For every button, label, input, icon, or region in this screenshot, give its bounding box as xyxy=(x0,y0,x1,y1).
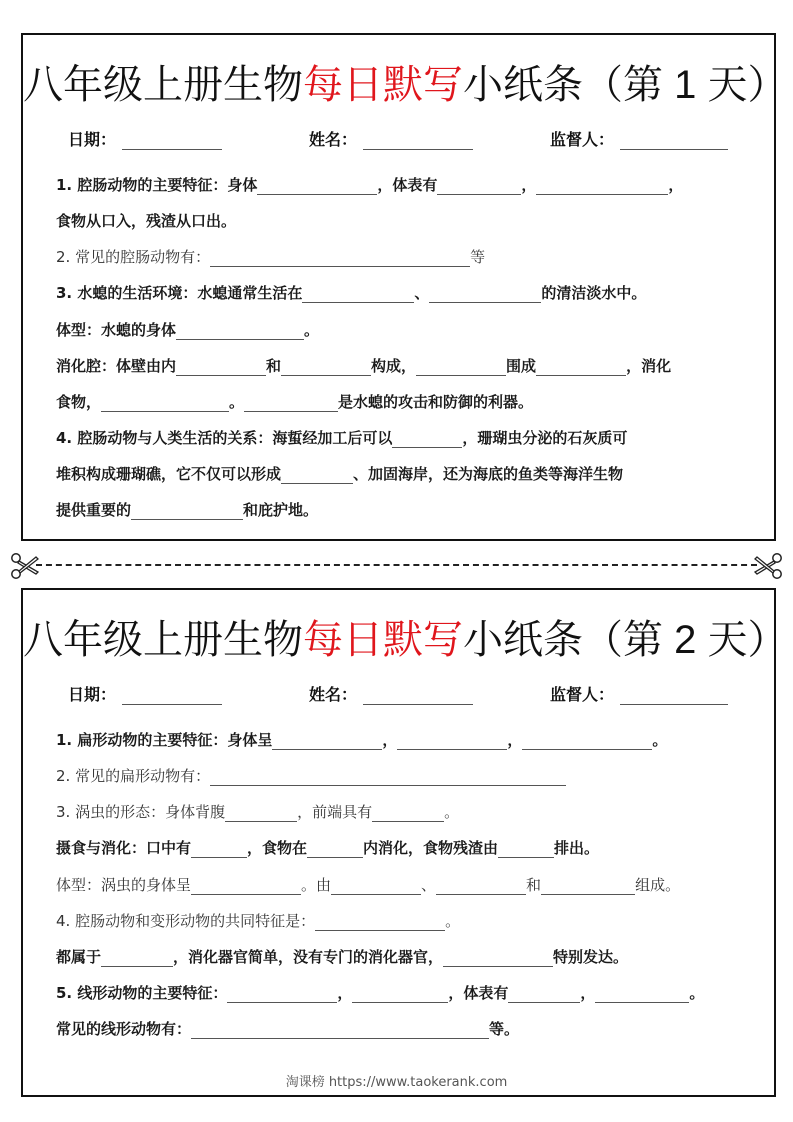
fill-in-blank[interactable] xyxy=(443,948,553,967)
fill-in-blank[interactable] xyxy=(272,731,382,750)
question-text: 消化腔：体壁由内 xyxy=(56,357,177,375)
question-text: 。由 xyxy=(301,876,332,894)
fill-in-blank[interactable] xyxy=(176,357,266,376)
question-text: 等。 xyxy=(489,1020,520,1038)
question-text: ， xyxy=(580,984,596,1002)
fill-in-blank[interactable] xyxy=(307,839,363,858)
question-text: 1. 腔肠动物的主要特征：身体 xyxy=(56,176,258,194)
question-text: 、 xyxy=(414,284,430,302)
title-highlight: 每日默写 xyxy=(303,63,463,107)
question-text: 提供重要的 xyxy=(56,501,132,519)
name-blank[interactable] xyxy=(363,131,473,150)
question-text: 。 xyxy=(304,321,320,339)
question-text: 食物从口入，残渣从口出。 xyxy=(56,212,237,230)
date-blank[interactable] xyxy=(122,131,222,150)
supervisor-blank[interactable] xyxy=(620,686,728,705)
question-line xyxy=(56,426,627,448)
question-text: 等 xyxy=(470,248,486,266)
question-line xyxy=(56,209,236,231)
fill-in-blank[interactable] xyxy=(372,803,444,822)
question-text: 3. 水螅的生活环境：水螅通常生活在 xyxy=(56,284,303,302)
question-line xyxy=(56,173,683,195)
question-text: 2. 常见的腔肠动物有： xyxy=(56,248,211,266)
fill-in-blank[interactable] xyxy=(595,984,689,1003)
name-field xyxy=(309,127,473,150)
name-label: 姓名： xyxy=(309,685,358,704)
question-line xyxy=(56,764,566,786)
meta-row xyxy=(23,682,774,706)
fill-in-blank[interactable] xyxy=(225,803,297,822)
question-text: 组成。 xyxy=(635,876,681,894)
title-prefix: 八年级上册生物 xyxy=(23,63,303,107)
date-field xyxy=(68,127,222,150)
question-text: 。 xyxy=(689,984,705,1002)
fill-in-blank[interactable] xyxy=(210,248,470,267)
fill-in-blank[interactable] xyxy=(315,912,445,931)
question-line xyxy=(56,981,704,1003)
fill-in-blank[interactable] xyxy=(210,767,566,786)
fill-in-blank[interactable] xyxy=(101,948,173,967)
supervisor-field xyxy=(550,682,728,705)
fill-in-blank[interactable] xyxy=(101,393,229,412)
title-suffix: 小纸条（第 2 天） xyxy=(463,618,788,662)
fill-in-blank[interactable] xyxy=(131,501,243,520)
question-text: 、加固海岸，还为海底的鱼类等海洋生物 xyxy=(353,465,624,483)
fill-in-blank[interactable] xyxy=(191,876,301,895)
fill-in-blank[interactable] xyxy=(331,876,421,895)
fill-in-blank[interactable] xyxy=(436,876,526,895)
cut-line xyxy=(0,550,793,580)
question-text: 特别发达。 xyxy=(553,948,629,966)
question-text: 构成， xyxy=(371,357,417,375)
supervisor-field xyxy=(550,127,728,150)
question-text: 。 xyxy=(652,731,668,749)
dictation-card-day-2 xyxy=(21,588,788,1097)
fill-in-blank[interactable] xyxy=(257,176,377,195)
question-line xyxy=(56,909,460,931)
question-text: 和庇护地。 xyxy=(243,501,319,519)
title-highlight: 每日默写 xyxy=(303,618,463,662)
question-text: 2. 常见的扁形动物有： xyxy=(56,767,211,785)
fill-in-blank[interactable] xyxy=(281,357,371,376)
question-text: ，体表有 xyxy=(377,176,438,194)
question-line xyxy=(56,498,318,520)
fill-in-blank[interactable] xyxy=(227,984,337,1003)
question-text: ，前端具有 xyxy=(297,803,373,821)
scissors-icon xyxy=(10,552,40,580)
date-blank[interactable] xyxy=(122,686,222,705)
fill-in-blank[interactable] xyxy=(281,465,353,484)
question-line xyxy=(56,462,623,484)
question-text: 4. 腔肠动物与人类生活的关系：海蜇经加工后可以 xyxy=(56,429,393,447)
dictation-card-day-1 xyxy=(21,33,788,541)
fill-in-blank[interactable] xyxy=(541,876,635,895)
name-blank[interactable] xyxy=(363,686,473,705)
question-line xyxy=(56,1017,519,1039)
card-title xyxy=(23,608,788,665)
date-field xyxy=(68,682,222,705)
question-text: 堆积构成珊瑚礁，它不仅可以形成 xyxy=(56,465,282,483)
question-text: ， xyxy=(521,176,537,194)
question-line xyxy=(56,800,459,822)
question-text: 。 xyxy=(445,912,461,930)
dashed-line xyxy=(36,564,757,566)
question-line xyxy=(56,318,319,340)
question-text: ， xyxy=(668,176,684,194)
question-text: 的清洁淡水中。 xyxy=(541,284,647,302)
question-line xyxy=(56,836,599,858)
fill-in-blank[interactable] xyxy=(397,731,507,750)
fill-in-blank[interactable] xyxy=(191,839,247,858)
question-text: ，食物在 xyxy=(247,839,308,857)
name-label: 姓名： xyxy=(309,130,358,149)
fill-in-blank[interactable] xyxy=(244,393,338,412)
fill-in-blank[interactable] xyxy=(176,321,304,340)
fill-in-blank[interactable] xyxy=(536,357,626,376)
question-text: 。 xyxy=(229,393,245,411)
fill-in-blank[interactable] xyxy=(416,357,506,376)
watermark: 淘课榜 https://www.taokerank.com xyxy=(285,1075,508,1090)
fill-in-blank[interactable] xyxy=(522,731,652,750)
fill-in-blank[interactable] xyxy=(508,984,580,1003)
question-line xyxy=(56,281,646,303)
question-text: 5. 线形动物的主要特征： xyxy=(56,984,228,1002)
question-text: 3. 涡虫的形态：身体背腹 xyxy=(56,803,226,821)
supervisor-blank[interactable] xyxy=(620,131,728,150)
card-title xyxy=(23,53,788,110)
question-text: 围成 xyxy=(506,357,537,375)
question-line xyxy=(56,354,671,376)
question-line xyxy=(56,390,533,412)
question-text: 是水螅的攻击和防御的利器。 xyxy=(338,393,534,411)
title-prefix: 八年级上册生物 xyxy=(23,618,303,662)
date-label: 日期： xyxy=(68,685,117,704)
fill-in-blank[interactable] xyxy=(352,984,448,1003)
question-text: ， xyxy=(382,731,398,749)
question-text: 体型：水螅的身体 xyxy=(56,321,177,339)
question-text: ，消化 xyxy=(626,357,672,375)
question-text: ，体表有 xyxy=(448,984,509,1002)
question-text: ， xyxy=(337,984,353,1002)
name-field xyxy=(309,682,473,705)
fill-in-blank[interactable] xyxy=(191,1020,489,1039)
fill-in-blank[interactable] xyxy=(302,284,414,303)
question-text: 常见的线形动物有： xyxy=(56,1020,192,1038)
fill-in-blank[interactable] xyxy=(429,284,541,303)
question-text: 。 xyxy=(444,803,460,821)
question-text: 摄食与消化：口中有 xyxy=(56,839,192,857)
question-text: ，珊瑚虫分泌的石灰质可 xyxy=(462,429,628,447)
question-text: 内消化，食物残渣由 xyxy=(363,839,499,857)
date-label: 日期： xyxy=(68,130,117,149)
question-text: 和 xyxy=(266,357,282,375)
meta-row xyxy=(23,127,774,151)
question-text: 食物， xyxy=(56,393,102,411)
question-line xyxy=(56,728,667,750)
question-text: 和 xyxy=(526,876,542,894)
fill-in-blank[interactable] xyxy=(498,839,554,858)
question-line xyxy=(56,945,628,967)
question-text: 4. 腔肠动物和变形动物的共同特征是： xyxy=(56,912,316,930)
question-line xyxy=(56,873,680,895)
question-line xyxy=(56,245,485,267)
question-text: 都属于 xyxy=(56,948,102,966)
title-suffix: 小纸条（第 1 天） xyxy=(463,63,788,107)
fill-in-blank[interactable] xyxy=(536,176,668,195)
scissors-icon xyxy=(753,552,783,580)
question-text: 排出。 xyxy=(554,839,600,857)
question-text: 、 xyxy=(421,876,437,894)
question-text: 1. 扁形动物的主要特征：身体呈 xyxy=(56,731,273,749)
supervisor-label: 监督人： xyxy=(550,685,615,704)
supervisor-label: 监督人： xyxy=(550,130,615,149)
fill-in-blank[interactable] xyxy=(437,176,521,195)
question-text: ，消化器官简单，没有专门的消化器官， xyxy=(173,948,444,966)
fill-in-blank[interactable] xyxy=(392,429,462,448)
question-text: ， xyxy=(507,731,523,749)
question-text: 体型：涡虫的身体呈 xyxy=(56,876,192,894)
